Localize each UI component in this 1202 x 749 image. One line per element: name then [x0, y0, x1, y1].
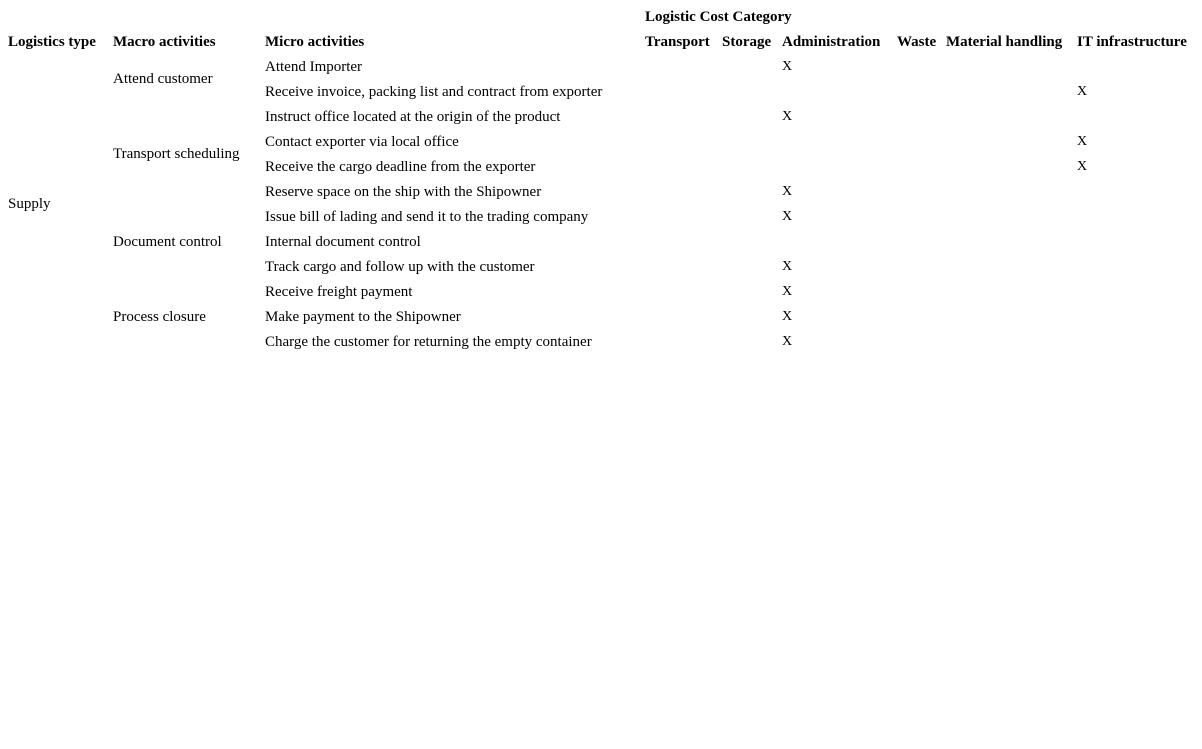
logistics-type-cell: Supply — [8, 196, 51, 212]
column-header-micro-activities: Micro activities — [265, 34, 365, 50]
column-header-logistics-type: Logistics type — [8, 34, 96, 50]
column-header-storage: Storage — [722, 34, 772, 50]
it-infrastructure-mark: X — [1077, 84, 1088, 99]
column-header-waste: Waste — [897, 34, 937, 50]
it-infrastructure-mark: X — [1077, 159, 1088, 174]
micro-activity-cell: Track cargo and follow up with the customer — [265, 259, 535, 275]
micro-activity-cell: Internal document control — [265, 234, 421, 250]
administration-mark: X — [782, 184, 793, 199]
column-header-material-handling: Material handling — [946, 34, 1063, 50]
micro-activity-cell: Receive freight payment — [265, 284, 413, 300]
macro-activity-cell: Process closure — [113, 309, 206, 325]
micro-activity-cell: Charge the customer for returning the empty container — [265, 334, 592, 350]
macro-activity-cell: Transport scheduling — [113, 146, 240, 162]
it-infrastructure-mark: X — [1077, 134, 1088, 149]
micro-activity-cell: Contact exporter via local office — [265, 134, 459, 150]
micro-activity-cell: Receive invoice, packing list and contract from exporter — [265, 84, 603, 100]
micro-activity-cell: Issue bill of lading and send it to the trading company — [265, 209, 589, 225]
administration-mark: X — [782, 209, 793, 224]
column-header-transport: Transport — [645, 34, 710, 50]
administration-mark: X — [782, 59, 793, 74]
administration-mark: X — [782, 334, 793, 349]
micro-activity-cell: Attend Importer — [265, 59, 363, 75]
micro-activity-cell: Reserve space on the ship with the Shipowner — [265, 184, 542, 200]
group-header-logistic-cost-category: Logistic Cost Category — [645, 9, 792, 25]
administration-mark: X — [782, 109, 793, 124]
administration-mark: X — [782, 284, 793, 299]
administration-mark: X — [782, 259, 793, 274]
column-header-administration: Administration — [782, 34, 881, 50]
column-header-macro-activities: Macro activities — [113, 34, 216, 50]
macro-activity-cell: Document control — [113, 234, 222, 250]
micro-activity-cell: Receive the cargo deadline from the exporter — [265, 159, 536, 175]
column-header-it-infrastructure: IT infrastructure — [1077, 34, 1187, 50]
micro-activity-cell: Make payment to the Shipowner — [265, 309, 461, 325]
micro-activity-cell: Instruct office located at the origin of the product — [265, 109, 561, 125]
administration-mark: X — [782, 309, 793, 324]
macro-activity-cell: Attend customer — [113, 71, 213, 87]
